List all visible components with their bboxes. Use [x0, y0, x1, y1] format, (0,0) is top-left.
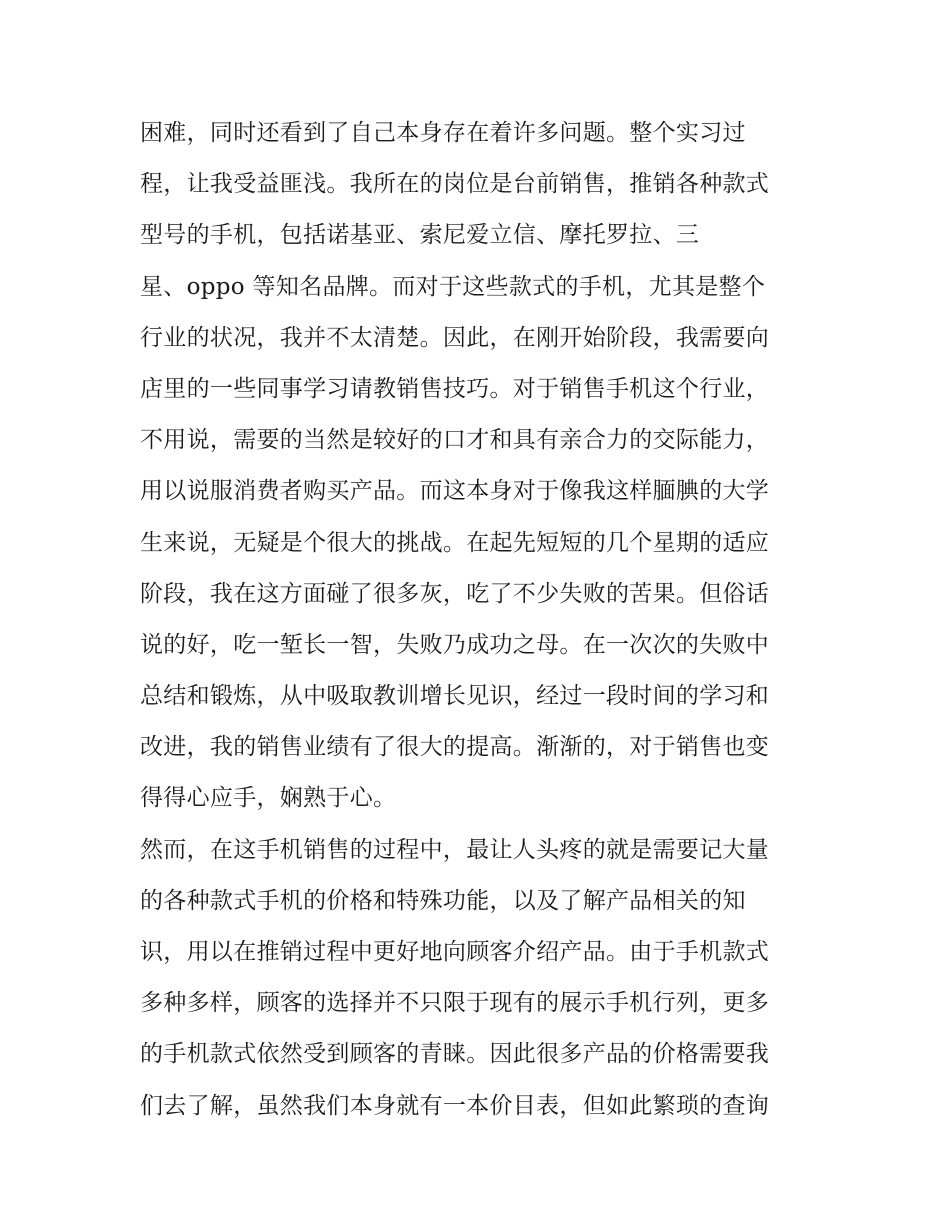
text-line: 改进，我的销售业绩有了很大的提高。渐渐的，对于销售也变 [140, 734, 770, 761]
text-line: 然而，在这手机销售的过程中，最让人头疼的就是需要记大量 [140, 836, 770, 863]
text-line: 困难，同时还看到了自己本身存在着许多问题。整个实习过 [140, 120, 746, 146]
text-line: 用以说服消费者购买产品。而这本身对于像我这样腼腆的大学 [140, 478, 770, 505]
text-line: 店里的一些同事学习请教销售技巧。对于销售手机这个行业， [140, 375, 770, 402]
text-line: 的各种款式手机的价格和特殊功能，以及了解产品相关的知 [140, 887, 746, 914]
text-line: 们去了解，虽然我们本身就有一本价目表，但如此繁琐的查询 [140, 1092, 770, 1119]
text-line: 星、oppo 等知名品牌。而对于这些款式的手机，尤其是整个 [140, 273, 766, 300]
text-line: 不用说，需要的当然是较好的口才和具有亲合力的交际能力， [140, 427, 770, 454]
text-line: 行业的状况，我并不太清楚。因此，在刚开始阶段，我需要向 [140, 324, 770, 351]
body-text [140, 108, 820, 1132]
text-line: 程，让我受益匪浅。我所在的岗位是台前销售，推销各种款式 [140, 171, 770, 198]
text-line: 型号的手机，包括诺基亚、索尼爱立信、摩托罗拉、三 [140, 222, 700, 249]
text-line: 的手机款式依然受到顾客的青睐。因此很多产品的价格需要我 [140, 1041, 770, 1068]
text-line: 总结和锻炼，从中吸取教训增长见识，经过一段时间的学习和 [140, 683, 770, 710]
text-line: 识，用以在推销过程中更好地向顾客介绍产品。由于手机款式 [140, 939, 770, 965]
text-line: 得得心应手，娴熟于心。 [140, 785, 397, 812]
text-line: 说的好，吃一堑长一智，失败乃成功之母。在一次次的失败中 [140, 631, 770, 658]
text-line: 多种多样，顾客的选择并不只限于现有的展示手机行列，更多 [140, 990, 770, 1017]
text-line: 生来说，无疑是个很大的挑战。在起先短短的几个星期的适应 [140, 529, 770, 556]
text-line: 阶段，我在这方面碰了很多灰，吃了不少失败的苦果。但俗话 [140, 580, 770, 607]
